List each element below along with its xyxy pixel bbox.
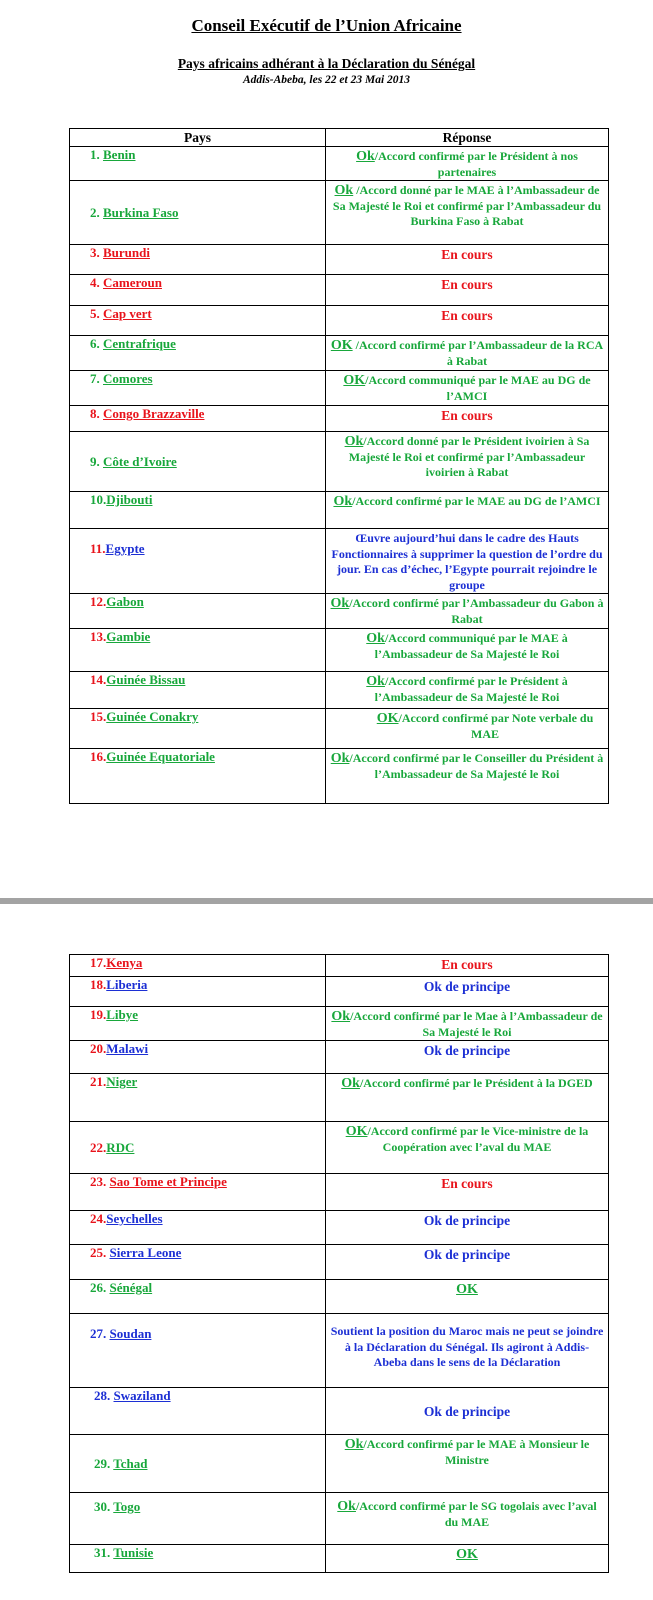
table-row: [70, 1388, 609, 1435]
document-title: Conseil Exécutif de l’Union Africaine: [191, 16, 462, 35]
response-cell: Ok/Accord confirmé par le Conseiller du Président à l’Ambassadeur de Sa Majesté le Roi: [326, 749, 609, 804]
country-cell: 24.Seychelles: [70, 1211, 326, 1245]
country-cell: 27. Soudan: [70, 1314, 326, 1388]
country-cell: 5. Cap vert: [70, 306, 326, 336]
table-row: [70, 629, 609, 672]
country-name: Comores: [103, 371, 153, 386]
table-row: [70, 955, 609, 977]
table-row: [70, 1245, 609, 1280]
response-cell: En cours: [326, 406, 609, 432]
country-name: Cameroun: [103, 275, 162, 290]
country-cell: 14.Guinée Bissau: [70, 672, 326, 709]
table-row: [70, 1007, 609, 1041]
country-name: Tunisie: [113, 1545, 154, 1560]
table-row: [70, 1314, 609, 1388]
table-row: [70, 1435, 609, 1493]
response-cell: Ok de principe: [326, 1041, 609, 1074]
country-name: Guinée Bissau: [106, 672, 186, 687]
country-name: Swaziland: [113, 1388, 171, 1403]
page-separator: [0, 898, 653, 904]
response-cell: Ok/Accord confirmé par le Mae à l’Ambassadeur de Sa Majesté le Roi: [326, 1007, 609, 1041]
table-row: [70, 1493, 609, 1545]
country-cell: 29. Tchad: [70, 1435, 326, 1493]
table-row: [70, 977, 609, 1007]
column-header-reponse: Réponse: [326, 129, 609, 147]
country-cell: 23. Sao Tome et Principe: [70, 1174, 326, 1211]
country-cell: 26. Sénégal: [70, 1280, 326, 1314]
country-cell: 17.Kenya: [70, 955, 326, 977]
country-cell: 18.Liberia: [70, 977, 326, 1007]
response-cell: Soutient la position du Maroc mais ne peut se joindre à la Déclaration du Sénégal. Ils agiront à Addis-Abeba dans le sens de la Déclaration: [326, 1314, 609, 1388]
document-dateline: Addis-Abeba, les 22 et 23 Mai 2013: [242, 74, 411, 86]
country-name: RDC: [106, 1139, 135, 1155]
country-cell: 20.Malawi: [70, 1041, 326, 1074]
country-name: Liberia: [106, 977, 148, 992]
country-name: Soudan: [109, 1326, 152, 1341]
response-cell: Ok/Accord donné par le Président ivoirien à Sa Majesté le Roi et confirmé par l’Ambassadeur ivoirien à Rabat: [326, 432, 609, 492]
country-cell: 9. Côte d’Ivoire: [70, 432, 326, 492]
country-name: Malawi: [106, 1041, 149, 1056]
response-cell: En cours: [326, 275, 609, 306]
table-row: [70, 336, 609, 371]
country-name: Guinée Conakry: [106, 709, 199, 724]
response-cell: OK /Accord confirmé par l’Ambassadeur de la RCA à Rabat: [326, 336, 609, 371]
response-cell: Ok/Accord confirmé par le Président à nos partenaires: [326, 147, 609, 181]
country-name: Seychelles: [106, 1211, 163, 1226]
country-cell: 1. Benin: [70, 147, 326, 181]
table-row: [70, 749, 609, 804]
country-name: Cap vert: [103, 306, 152, 321]
country-name: Niger: [106, 1074, 138, 1089]
response-cell: Ok/Accord confirmé par le SG togolais avec l’aval du MAE: [326, 1493, 609, 1545]
table-row: [70, 1041, 609, 1074]
table-row: [70, 529, 609, 594]
country-name: Côte d’Ivoire: [103, 453, 177, 469]
country-cell: 30. Togo: [70, 1493, 326, 1545]
country-cell: 21.Niger: [70, 1074, 326, 1122]
country-name: Tchad: [113, 1455, 148, 1471]
response-cell: Ok/Accord confirmé par le MAE à Monsieur le Ministre: [326, 1435, 609, 1493]
country-name: Gambie: [106, 629, 151, 644]
response-cell: OK: [326, 1545, 609, 1573]
country-cell: 13.Gambie: [70, 629, 326, 672]
table-row: [70, 709, 609, 749]
response-cell: Ok/Accord confirmé par le Président à la DGED: [326, 1074, 609, 1122]
table-row: [70, 672, 609, 709]
response-cell: OK/Accord communiqué par le MAE au DG de l’AMCI: [326, 371, 609, 406]
response-cell: En cours: [326, 306, 609, 336]
table-row: [70, 245, 609, 275]
country-name: Togo: [113, 1499, 141, 1514]
country-name: Burkina Faso: [103, 204, 179, 220]
table-row: [70, 275, 609, 306]
table-row: [70, 1211, 609, 1245]
table-row: [70, 594, 609, 629]
country-name: Sao Tome et Principe: [109, 1174, 227, 1189]
response-cell: En cours: [326, 245, 609, 275]
country-name: Centrafrique: [103, 336, 176, 351]
country-name: Congo Brazzaville: [103, 406, 205, 421]
country-name: Djibouti: [106, 492, 153, 507]
country-cell: 28. Swaziland: [70, 1388, 326, 1435]
response-cell: En cours: [326, 1174, 609, 1211]
country-cell: 4. Cameroun: [70, 275, 326, 306]
country-name: Benin: [103, 147, 136, 162]
country-cell: 19.Libye: [70, 1007, 326, 1041]
table-row: [70, 432, 609, 492]
country-cell: 6. Centrafrique: [70, 336, 326, 371]
table-row: [70, 406, 609, 432]
country-cell: 15.Guinée Conakry: [70, 709, 326, 749]
country-name: Kenya: [106, 955, 143, 970]
response-cell: Ok de principe: [326, 1211, 609, 1245]
country-cell: 12.Gabon: [70, 594, 326, 629]
country-cell: 11.Egypte: [70, 529, 326, 594]
response-cell: En cours: [326, 955, 609, 977]
response-cell: OK/Accord confirmé par le Vice-ministre de la Coopération avec l’aval du MAE: [326, 1122, 609, 1174]
response-cell: OK/Accord confirmé par Note verbale du MAE: [326, 709, 609, 749]
country-name: Egypte: [105, 541, 145, 556]
response-cell: Ok/Accord confirmé par le Président à l’Ambassadeur de Sa Majesté le Roi: [326, 672, 609, 709]
countries-table-page-1: [69, 128, 609, 804]
response-cell: Ok de principe: [326, 1388, 609, 1435]
table-row: [70, 492, 609, 529]
country-cell: 8. Congo Brazzaville: [70, 406, 326, 432]
table-row: [70, 1174, 609, 1211]
response-cell: Œuvre aujourd’hui dans le cadre des Hauts Fonctionnaires à supprimer la question de l’ordre du jour. En cas d’échec, l’Egypte pourrait rejoindre le groupe: [326, 529, 609, 594]
country-cell: 2. Burkina Faso: [70, 181, 326, 245]
table-row: [70, 1280, 609, 1314]
country-name: Burundi: [103, 245, 150, 260]
country-name: Libye: [106, 1007, 139, 1022]
response-cell: Ok de principe: [326, 977, 609, 1007]
country-name: Gabon: [106, 594, 144, 609]
table-row: [70, 371, 609, 406]
table-row: [70, 181, 609, 245]
country-cell: 7. Comores: [70, 371, 326, 406]
response-cell: Ok/Accord confirmé par le MAE au DG de l’AMCI: [326, 492, 609, 529]
country-name: Sierra Leone: [109, 1245, 182, 1260]
response-cell: Ok/Accord communiqué par le MAE à l’Ambassadeur de Sa Majesté le Roi: [326, 629, 609, 672]
country-cell: 16.Guinée Equatoriale: [70, 749, 326, 804]
table-row: [70, 147, 609, 181]
response-cell: Ok/Accord confirmé par l’Ambassadeur du Gabon à Rabat: [326, 594, 609, 629]
document-subtitle: Pays africains adhérant à la Déclaration du Sénégal: [177, 56, 476, 71]
response-cell: Ok /Accord donné par le MAE à l’Ambassadeur de Sa Majesté le Roi et confirmé par l’Ambassadeur du Burkina Faso à Rabat: [326, 181, 609, 245]
table-row: [70, 306, 609, 336]
country-cell: 3. Burundi: [70, 245, 326, 275]
response-cell: OK: [326, 1280, 609, 1314]
table-row: [70, 1545, 609, 1573]
country-cell: 22.RDC: [70, 1122, 326, 1174]
response-cell: Ok de principe: [326, 1245, 609, 1280]
country-name: Sénégal: [109, 1280, 153, 1295]
column-header-pays: Pays: [70, 129, 326, 147]
table-row: [70, 1074, 609, 1122]
country-cell: 25. Sierra Leone: [70, 1245, 326, 1280]
country-name: Guinée Equatoriale: [106, 749, 215, 764]
country-cell: 10.Djibouti: [70, 492, 326, 529]
table-header-row: [70, 129, 609, 147]
country-cell: 31. Tunisie: [70, 1545, 326, 1573]
table-row: [70, 1122, 609, 1174]
countries-table-page-2: [69, 954, 609, 1573]
